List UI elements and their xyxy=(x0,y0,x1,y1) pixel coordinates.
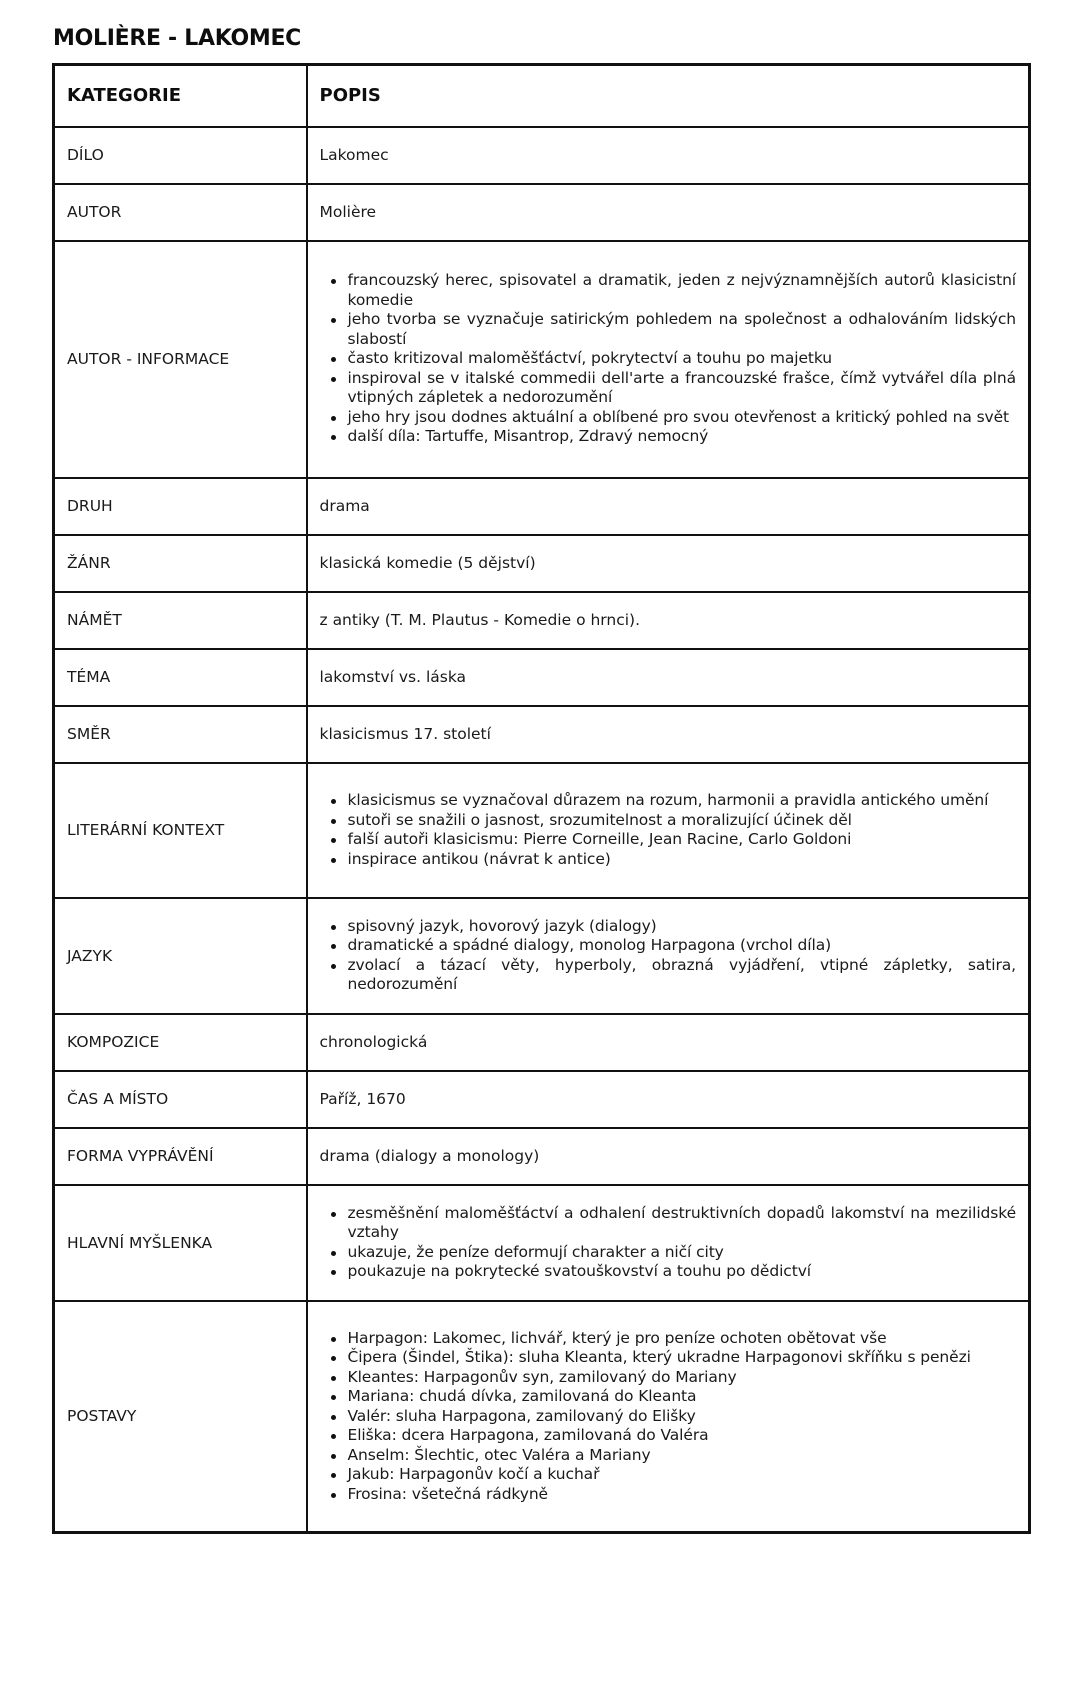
table-header-row xyxy=(54,65,1030,127)
list-item: další díla: Tartuffe, Misantrop, Zdravý nemocný xyxy=(348,427,1017,447)
row-value: Molière xyxy=(307,184,1030,241)
row-label: HLAVNÍ MYŠLENKA xyxy=(54,1185,307,1301)
row-label: DÍLO xyxy=(54,127,307,184)
bullet-list xyxy=(320,917,1017,995)
row-label: SMĚR xyxy=(54,706,307,763)
list-item: klasicismus se vyznačoval důrazem na rozum, harmonii a pravidla antického umění xyxy=(348,791,1017,811)
row-label: ŽÁNR xyxy=(54,535,307,592)
row-value: Paříž, 1670 xyxy=(307,1071,1030,1128)
list-item: Eliška: dcera Harpagona, zamilovaná do Valéra xyxy=(348,1426,1017,1446)
list-item: inspiroval se v italské commedii dell'arte a francouzské frašce, čímž vytvářel díla plná vtipných zápletek a nedorozumění xyxy=(347,368,1016,407)
table-row-hlavni-myslenka xyxy=(54,1185,1030,1301)
row-value-list xyxy=(307,241,1030,478)
bullet-list xyxy=(320,791,1017,869)
row-label: JAZYK xyxy=(54,898,307,1014)
row-value: klasicismus 17. století xyxy=(307,706,1030,763)
row-label: TÉMA xyxy=(54,649,307,706)
list-item: Anselm: Šlechtic, otec Valéra a Mariany xyxy=(348,1446,1017,1466)
list-item: často kritizoval maloměšťáctví, pokrytectví a touhu po majetku xyxy=(348,349,1017,369)
table-row-forma-vypraveni xyxy=(54,1128,1030,1185)
table-row-autor-informace xyxy=(54,241,1030,478)
row-value: klasická komedie (5 dějství) xyxy=(307,535,1030,592)
row-label: AUTOR xyxy=(54,184,307,241)
list-item: jeho tvorba se vyznačuje satirickým pohledem na společnost a odhalováním lidských slabostí xyxy=(347,310,1016,348)
list-item: Valér: sluha Harpagona, zamilovaný do Elišky xyxy=(348,1407,1017,1427)
row-label: POSTAVY xyxy=(54,1301,307,1533)
table-row-tema xyxy=(54,649,1030,706)
table-row-namet xyxy=(54,592,1030,649)
row-value: z antiky (T. M. Plautus - Komedie o hrnci). xyxy=(307,592,1030,649)
bullet-list xyxy=(320,1329,1017,1505)
row-label: LITERÁRNÍ KONTEXT xyxy=(54,763,307,898)
table-row-dilo xyxy=(54,127,1030,184)
list-item: jeho hry jsou dodnes aktuální a oblíbené pro svou otevřenost a kritický pohled na svět xyxy=(348,408,1017,428)
list-item: zvolací a tázací věty, hyperboly, obrazná vyjádření, vtipné zápletky, satira, nedorozumění xyxy=(347,955,1016,993)
row-value: chronologická xyxy=(307,1014,1030,1071)
table-row-autor xyxy=(54,184,1030,241)
list-item: Kleantes: Harpagonův syn, zamilovaný do Mariany xyxy=(348,1368,1017,1388)
table-row-kompozice xyxy=(54,1014,1030,1071)
list-item: Harpagon: Lakomec, lichvář, který je pro peníze ochoten obětovat vše xyxy=(348,1329,1017,1349)
bullet-list xyxy=(320,1204,1017,1282)
list-item: Čipera (Šindel, Štika): sluha Kleanta, který ukradne Harpagonovi skříňku s penězi xyxy=(348,1348,1017,1368)
table-row-smer xyxy=(54,706,1030,763)
list-item: inspirace antikou (návrat k antice) xyxy=(348,850,1017,870)
row-label: AUTOR - INFORMACE xyxy=(54,241,307,478)
row-value: lakomství vs. láska xyxy=(307,649,1030,706)
list-item: falší autoři klasicismu: Pierre Corneille, Jean Racine, Carlo Goldoni xyxy=(348,830,1017,850)
row-value: Lakomec xyxy=(307,127,1030,184)
list-item: dramatické a spádné dialogy, monolog Harpagona (vrchol díla) xyxy=(348,936,1017,956)
list-item: Frosina: všetečná rádkyně xyxy=(348,1485,1017,1505)
row-label: FORMA VYPRÁVĚNÍ xyxy=(54,1128,307,1185)
bullet-list xyxy=(320,271,1017,447)
header-category: KATEGORIE xyxy=(54,65,307,127)
literary-analysis-table xyxy=(52,63,1031,1534)
table-row-cas-a-misto xyxy=(54,1071,1030,1128)
row-value-list xyxy=(307,898,1030,1014)
row-value: drama xyxy=(307,478,1030,535)
row-value: drama (dialogy a monology) xyxy=(307,1128,1030,1185)
table-row-druh xyxy=(54,478,1030,535)
table-row-zanr xyxy=(54,535,1030,592)
table-row-literarni-kontext xyxy=(54,763,1030,898)
list-item: ukazuje, že peníze deformují charakter a ničí city xyxy=(348,1243,1017,1263)
row-value-list xyxy=(307,1185,1030,1301)
row-value-list xyxy=(307,763,1030,898)
row-label: DRUH xyxy=(54,478,307,535)
document-title: MOLIÈRE - LAKOMEC xyxy=(53,26,302,51)
list-item: sutoři se snažili o jasnost, srozumitelnost a moralizující účinek děl xyxy=(348,811,1017,831)
row-value-list xyxy=(307,1301,1030,1533)
list-item: Mariana: chudá dívka, zamilovaná do Kleanta xyxy=(348,1387,1017,1407)
list-item: Jakub: Harpagonův kočí a kuchař xyxy=(348,1465,1017,1485)
header-description: POPIS xyxy=(307,65,1030,127)
table-row-jazyk xyxy=(54,898,1030,1014)
list-item: francouzský herec, spisovatel a dramatik, jeden z nejvýznamnějších autorů klasicistní komedie xyxy=(347,271,1016,309)
list-item: spisovný jazyk, hovorový jazyk (dialogy) xyxy=(348,917,1017,937)
table-row-postavy xyxy=(54,1301,1030,1533)
list-item: zesměšnění maloměšťáctví a odhalení destruktivních dopadů lakomství na mezilidské vztahy xyxy=(347,1203,1016,1241)
list-item: poukazuje na pokrytecké svatouškovství a touhu po dědictví xyxy=(348,1262,1017,1282)
row-label: ČAS A MÍSTO xyxy=(54,1071,307,1128)
row-label: NÁMĚT xyxy=(54,592,307,649)
row-label: KOMPOZICE xyxy=(54,1014,307,1071)
